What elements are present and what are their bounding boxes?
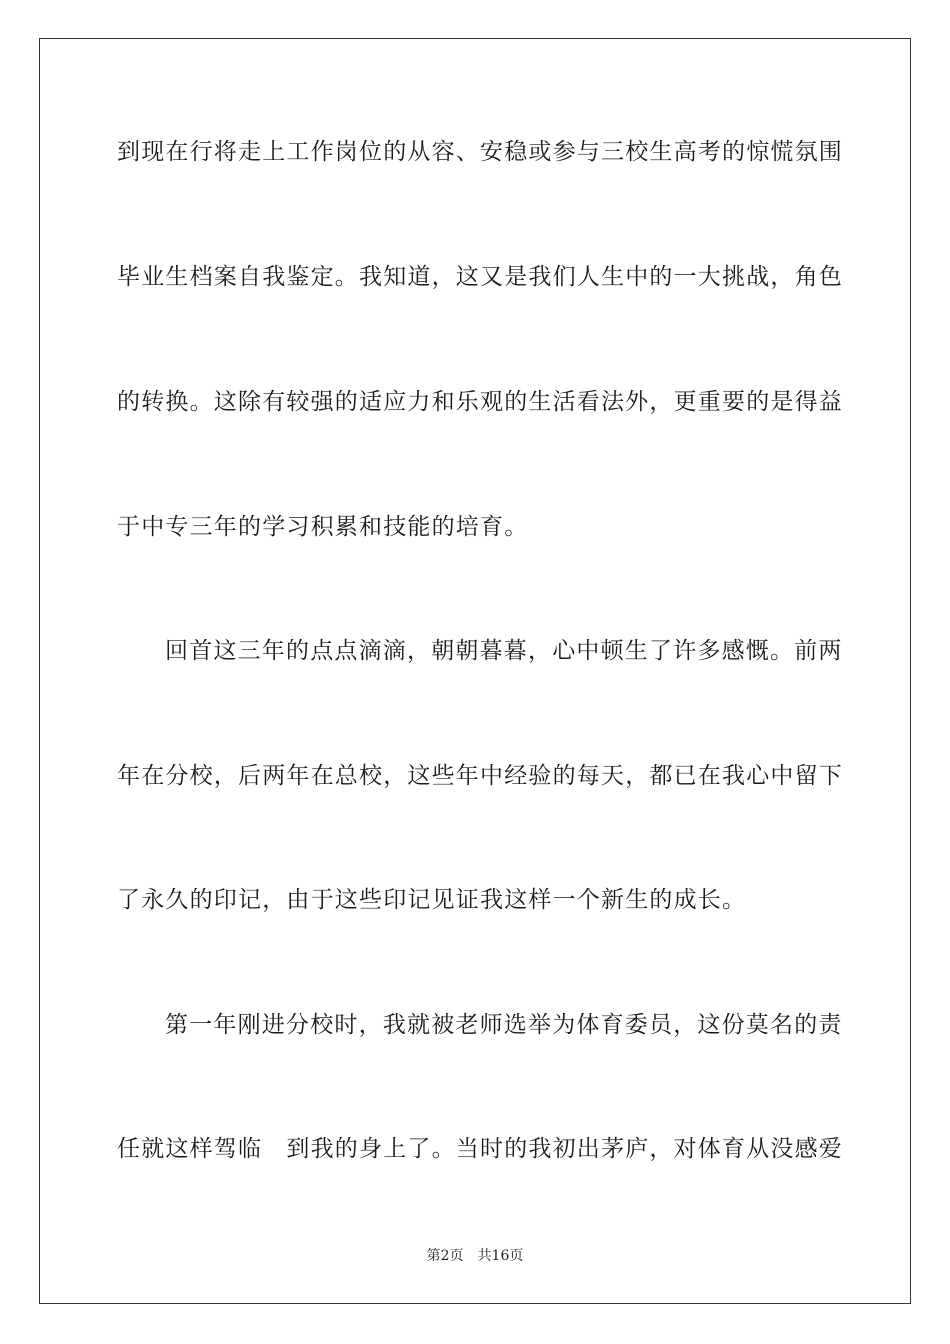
body-line-1: 到现在行将走上工作岗位的从容、安稳或参与三校生高考的惊慌氛围 [117, 139, 843, 165]
page-footer [0, 1247, 950, 1265]
body-line-3: 的转换。这除有较强的适应力和乐观的生活看法外，更重要的是得益 [117, 389, 843, 415]
page-number-label: 第2页 共16页 [426, 1248, 524, 1264]
body-line-6: 年在分校，后两年在总校，这些年中经验的每天，都已在我心中留下 [117, 763, 843, 789]
body-line-9: 任就这样驾临 到我的身上了。当时的我初出茅庐，对体育从没感爱 [117, 1136, 843, 1162]
body-line-7: 了永久的印记，由于这些印记见证我这样一个新生的成长。 [117, 887, 747, 913]
body-line-5: 回首这三年的点点滴滴，朝朝暮暮，心中顿生了许多感慨。前两 [165, 638, 843, 664]
body-line-8: 第一年刚进分校时，我就被老师选举为体育委员，这份莫名的责 [165, 1012, 843, 1038]
page-border [39, 38, 911, 1304]
body-line-2: 毕业生档案自我鉴定。我知道，这又是我们人生中的一大挑战，角色 [117, 264, 843, 290]
body-line-4: 于中专三年的学习积累和技能的培育。 [117, 514, 529, 540]
